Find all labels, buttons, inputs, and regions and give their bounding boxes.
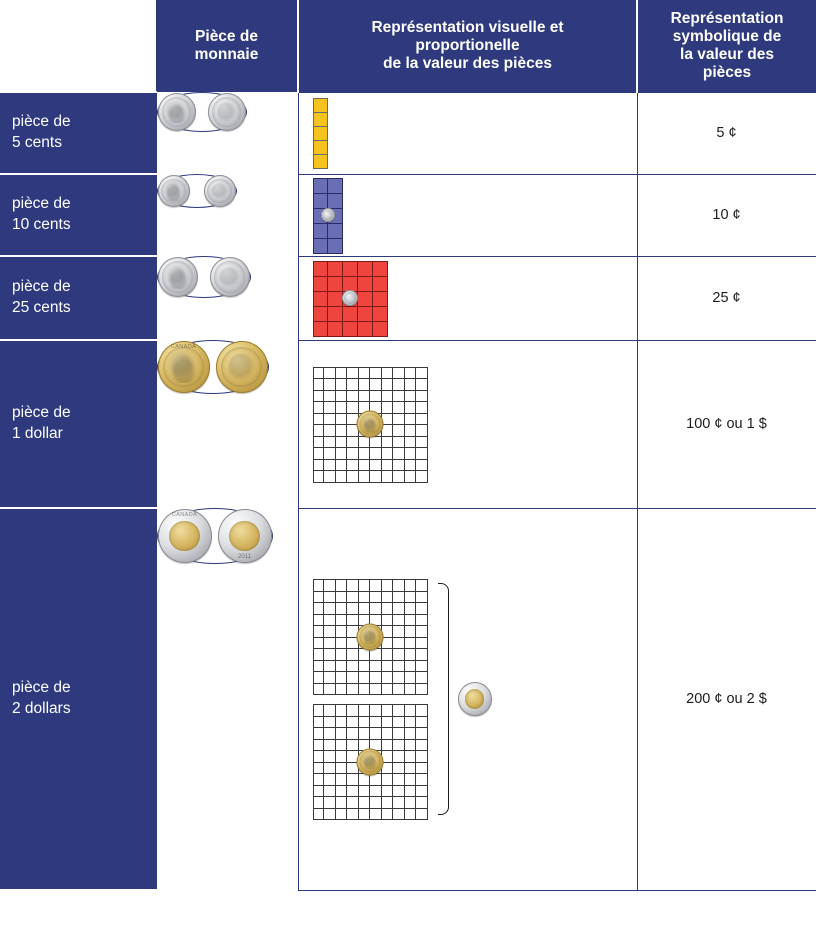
grouping-brace xyxy=(436,579,450,819)
table-row xyxy=(0,340,816,508)
block-cell xyxy=(313,261,328,277)
block-cell xyxy=(342,261,358,277)
header-symbolic-line1: Représentation xyxy=(670,10,784,28)
hundred-grid-pair xyxy=(313,579,428,819)
coin-cell-1-dollar xyxy=(157,340,269,394)
row-label-line2: 25 cents xyxy=(12,299,71,316)
block-cell xyxy=(313,306,328,322)
block-cell xyxy=(342,321,358,337)
block-cell xyxy=(357,261,373,277)
row-label-2-dollars xyxy=(0,508,156,890)
coin-2-dollars-obverse: CANADA xyxy=(158,509,212,563)
block-cell xyxy=(313,321,328,337)
header-visual-line1: Représentation visuelle et xyxy=(371,19,564,37)
hundred-grid-1 xyxy=(313,579,428,694)
coin-1-dollar-overlay xyxy=(357,748,384,775)
block-cell xyxy=(313,276,328,292)
coin-10-cents-overlay xyxy=(321,208,335,222)
coin-10-cents-reverse xyxy=(204,175,236,207)
block-cell xyxy=(313,238,328,254)
block-cell xyxy=(372,276,388,292)
row-label-25-cents xyxy=(0,256,156,340)
coin-5-cents-obverse xyxy=(158,93,196,131)
symbol-cell-5-cents: 5 ¢ xyxy=(637,92,816,174)
row-label-line2: 2 dollars xyxy=(12,700,71,717)
table-row xyxy=(0,256,816,340)
header-symbolic-representation xyxy=(637,0,816,92)
block-cell xyxy=(327,291,343,307)
row-label-line2: 5 cents xyxy=(12,134,62,151)
block-cell xyxy=(372,306,388,322)
symbol-cell-2-dollars: 200 ¢ ou 2 $ xyxy=(637,508,816,890)
table-header xyxy=(0,0,816,92)
symbol-cell-10-cents: 10 ¢ xyxy=(637,174,816,256)
header-coin-line2: monnaie xyxy=(194,46,259,63)
block-cell xyxy=(313,193,328,209)
coin-cell-10-cents xyxy=(157,174,237,208)
header-corner-blank xyxy=(0,0,156,92)
block-cell xyxy=(357,291,373,307)
coin-1-dollar-overlay xyxy=(357,411,384,438)
block-cell xyxy=(327,306,343,322)
header-symbolic-line3: la valeur des xyxy=(680,45,774,63)
table-row xyxy=(0,508,816,890)
block-grid-25 xyxy=(313,261,388,336)
header-symbolic-line2: symbolique de xyxy=(672,27,782,45)
header-visual-representation xyxy=(298,0,637,92)
coin-10-cents-obverse xyxy=(158,175,190,207)
header-visual-line2: proportionelle xyxy=(415,36,520,54)
row-label-5-cents xyxy=(0,92,156,174)
block-cell xyxy=(313,291,328,307)
row-label-line2: 1 dollar xyxy=(12,425,63,442)
table-row xyxy=(0,92,816,174)
visual-cell-25-cents xyxy=(298,256,637,340)
block-cell xyxy=(372,261,388,277)
coin-cell-25-cents xyxy=(157,256,251,298)
block-cell xyxy=(372,291,388,307)
block-cell xyxy=(327,321,343,337)
coin-year-label: 2011 xyxy=(238,553,251,560)
block-cell xyxy=(357,306,373,322)
coin-5-cents-reverse xyxy=(208,93,246,131)
block-grid-10 xyxy=(313,178,343,253)
table-row xyxy=(0,174,816,256)
row-label-line1: pièce de xyxy=(12,195,71,213)
block-cell xyxy=(327,276,343,292)
row-label-line2: 10 cents xyxy=(12,216,71,233)
visual-cell-2-dollars xyxy=(298,508,637,890)
block-cell xyxy=(372,321,388,337)
block-cell xyxy=(313,126,328,141)
coin-2-dollars-reverse xyxy=(218,509,272,563)
block-cell xyxy=(327,238,343,254)
block-cell xyxy=(342,306,358,322)
block-cell xyxy=(357,321,373,337)
block-cell xyxy=(327,178,343,194)
block-cell xyxy=(313,154,328,169)
hundred-grid-1 xyxy=(313,367,428,482)
block-cell xyxy=(313,178,328,194)
block-cell xyxy=(313,223,328,239)
row-label-10-cents xyxy=(0,174,156,256)
row-label-line1: pièce de xyxy=(12,404,71,422)
block-cell xyxy=(313,112,328,127)
header-symbolic-line4: pièces xyxy=(702,63,752,81)
header-coin-line1: Pièce de xyxy=(195,28,258,46)
row-label-line1: pièce de xyxy=(12,679,71,697)
symbol-cell-25-cents: 25 ¢ xyxy=(637,256,816,340)
block-cell xyxy=(357,276,373,292)
block-cell xyxy=(327,223,343,239)
row-label-line1: pièce de xyxy=(12,113,71,131)
coin-1-dollar-obverse: CANADA xyxy=(158,341,210,393)
block-cell xyxy=(327,261,343,277)
block-cell xyxy=(327,193,343,209)
block-column-5 xyxy=(313,98,328,169)
block-cell xyxy=(313,98,328,113)
coin-25-cents-reverse xyxy=(210,257,250,297)
symbol-cell-1-dollar: 100 ¢ ou 1 $ xyxy=(637,340,816,508)
coin-1-dollar-reverse xyxy=(216,341,268,393)
visual-cell-1-dollar xyxy=(298,340,637,508)
table-body xyxy=(0,92,816,890)
hundred-grid-2 xyxy=(313,704,428,819)
visual-cell-5-cents xyxy=(298,92,637,174)
row-label-1-dollar xyxy=(0,340,156,508)
coin-2-dollars-result xyxy=(458,682,492,716)
header-coin xyxy=(156,0,298,92)
visual-cell-10-cents xyxy=(298,174,637,256)
row-label-line1: pièce de xyxy=(12,278,71,296)
coin-25-cents-overlay xyxy=(342,290,358,306)
coin-cell-2-dollars xyxy=(157,508,273,564)
coin-1-dollar-overlay xyxy=(357,623,384,650)
block-cell xyxy=(313,140,328,155)
coin-25-cents-obverse xyxy=(158,257,198,297)
header-visual-line3: de la valeur des pièces xyxy=(383,54,552,72)
coin-cell-5-cents xyxy=(157,92,247,132)
